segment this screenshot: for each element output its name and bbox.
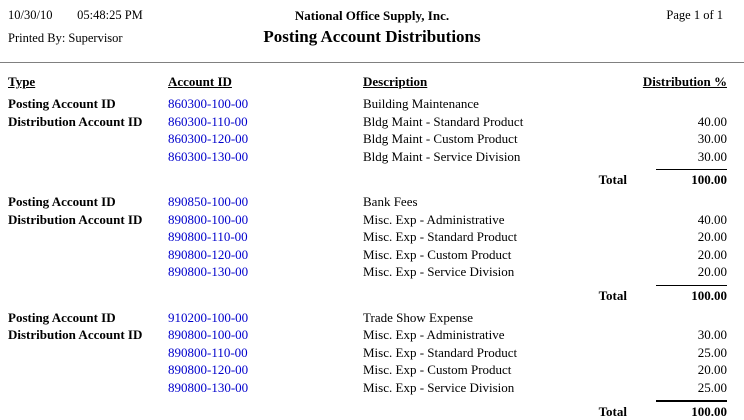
distribution-row xyxy=(8,326,727,344)
report-time: 05:48:25 PM xyxy=(77,8,143,22)
description-cell: Misc. Exp - Administrative xyxy=(363,211,613,229)
account-id-link[interactable]: 860300-100-00 xyxy=(168,95,363,113)
row-type-label xyxy=(8,148,168,166)
account-id-link[interactable]: 890800-110-00 xyxy=(168,228,363,246)
description-cell: Bldg Maint - Custom Product xyxy=(363,130,613,148)
percent-cell: 25.00 xyxy=(613,344,727,362)
row-type-label xyxy=(8,344,168,362)
total-label: Total xyxy=(599,404,627,420)
distribution-row xyxy=(8,246,727,264)
total-label: Total xyxy=(599,172,627,188)
distribution-row xyxy=(8,148,727,166)
distribution-row xyxy=(8,361,727,379)
percent-cell: 20.00 xyxy=(613,361,727,379)
printed-by: Printed By: Supervisor xyxy=(8,31,123,46)
description-cell: Bank Fees xyxy=(363,193,613,211)
report-body xyxy=(8,73,727,420)
distribution-row xyxy=(8,344,727,362)
column-header-type: Type xyxy=(8,73,168,90)
percent-cell xyxy=(613,193,727,211)
percent-cell xyxy=(613,95,727,113)
description-cell: Misc. Exp - Custom Product xyxy=(363,361,613,379)
column-header-account-id: Account ID xyxy=(168,73,363,90)
total-label: Total xyxy=(599,288,627,304)
description-cell: Bldg Maint - Service Division xyxy=(363,148,613,166)
row-type-label: Distribution Account ID xyxy=(8,113,168,131)
posting-row xyxy=(8,309,727,327)
posting-row xyxy=(8,95,727,113)
percent-cell xyxy=(613,309,727,327)
description-cell: Misc. Exp - Standard Product xyxy=(363,228,613,246)
column-header-description: Description xyxy=(363,73,613,90)
grand-total-row xyxy=(8,400,727,420)
column-header-row xyxy=(8,73,727,90)
column-header-distribution: Distribution % xyxy=(613,73,727,90)
distribution-group xyxy=(8,95,727,188)
percent-cell: 20.00 xyxy=(613,228,727,246)
percent-cell: 40.00 xyxy=(613,113,727,131)
description-cell: Misc. Exp - Custom Product xyxy=(363,246,613,264)
report-title: Posting Account Distributions xyxy=(0,27,744,47)
distribution-row xyxy=(8,263,727,281)
total-row xyxy=(8,285,727,304)
percent-cell: 30.00 xyxy=(613,130,727,148)
total-value: 100.00 xyxy=(656,285,727,304)
account-id-link[interactable]: 860300-110-00 xyxy=(168,113,363,131)
distribution-row xyxy=(8,379,727,397)
total-cell xyxy=(627,169,727,188)
percent-cell: 20.00 xyxy=(613,263,727,281)
total-cell xyxy=(627,285,727,304)
row-type-label: Distribution Account ID xyxy=(8,211,168,229)
distribution-row xyxy=(8,228,727,246)
account-id-link[interactable]: 890800-120-00 xyxy=(168,361,363,379)
report-header xyxy=(0,0,744,63)
account-id-link[interactable]: 890800-100-00 xyxy=(168,326,363,344)
account-id-link[interactable]: 910200-100-00 xyxy=(168,309,363,327)
description-cell: Trade Show Expense xyxy=(363,309,613,327)
description-cell: Misc. Exp - Service Division xyxy=(363,379,613,397)
percent-cell: 25.00 xyxy=(613,379,727,397)
row-type-label: Posting Account ID xyxy=(8,193,168,211)
distribution-row xyxy=(8,211,727,229)
account-id-link[interactable]: 890800-130-00 xyxy=(168,263,363,281)
grand-total-value: 100.00 xyxy=(656,400,727,420)
account-id-link[interactable]: 890800-120-00 xyxy=(168,246,363,264)
distribution-group xyxy=(8,309,727,420)
percent-cell: 30.00 xyxy=(613,326,727,344)
row-type-label xyxy=(8,379,168,397)
total-value: 100.00 xyxy=(656,169,727,188)
total-cell xyxy=(627,400,727,420)
distribution-group xyxy=(8,193,727,304)
distribution-row xyxy=(8,130,727,148)
row-type-label: Posting Account ID xyxy=(8,309,168,327)
total-row xyxy=(8,169,727,188)
description-cell: Misc. Exp - Administrative xyxy=(363,326,613,344)
posting-row xyxy=(8,193,727,211)
account-id-link[interactable]: 890800-100-00 xyxy=(168,211,363,229)
account-id-link[interactable]: 890850-100-00 xyxy=(168,193,363,211)
description-cell: Misc. Exp - Service Division xyxy=(363,263,613,281)
row-type-label: Posting Account ID xyxy=(8,95,168,113)
row-type-label xyxy=(8,361,168,379)
account-id-link[interactable]: 860300-130-00 xyxy=(168,148,363,166)
percent-cell: 40.00 xyxy=(613,211,727,229)
row-type-label xyxy=(8,130,168,148)
row-type-label xyxy=(8,228,168,246)
account-id-link[interactable]: 890800-110-00 xyxy=(168,344,363,362)
report-date: 10/30/10 xyxy=(8,8,74,23)
row-type-label xyxy=(8,263,168,281)
company-name: National Office Supply, Inc. xyxy=(0,8,744,24)
distribution-row xyxy=(8,113,727,131)
percent-cell: 30.00 xyxy=(613,148,727,166)
row-type-label: Distribution Account ID xyxy=(8,326,168,344)
account-id-link[interactable]: 860300-120-00 xyxy=(168,130,363,148)
row-type-label xyxy=(8,246,168,264)
page-indicator: Page 1 of 1 xyxy=(666,8,723,23)
description-cell: Building Maintenance xyxy=(363,95,613,113)
account-id-link[interactable]: 890800-130-00 xyxy=(168,379,363,397)
percent-cell: 20.00 xyxy=(613,246,727,264)
description-cell: Misc. Exp - Standard Product xyxy=(363,344,613,362)
description-cell: Bldg Maint - Standard Product xyxy=(363,113,613,131)
